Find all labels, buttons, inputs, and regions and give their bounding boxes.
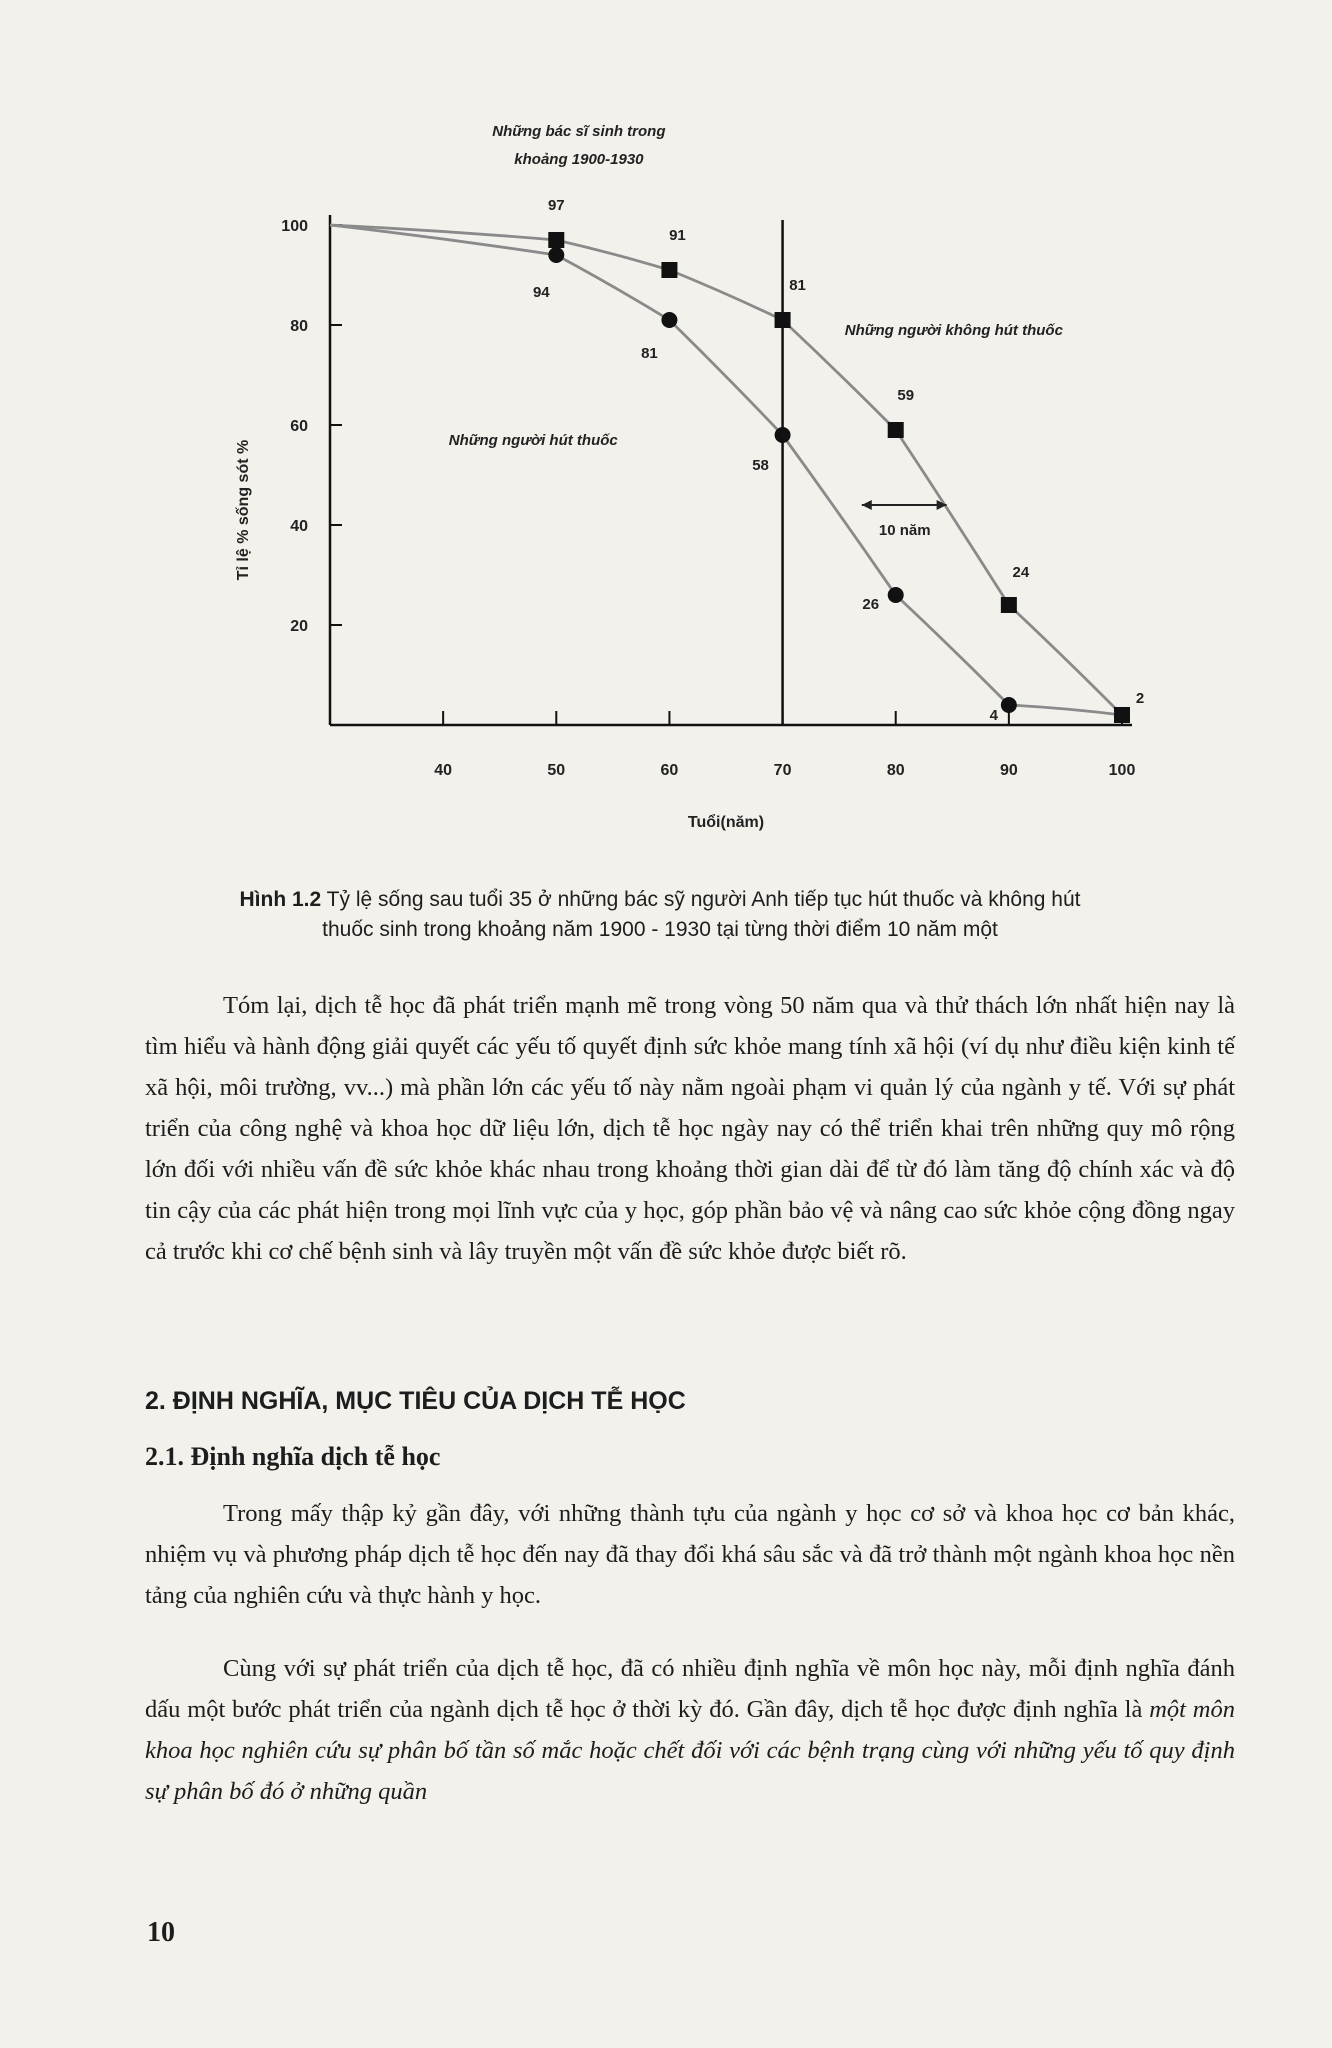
subsection-heading: 2.1. Định nghĩa dịch tễ học <box>145 1442 441 1471</box>
smoker-label-80: 26 <box>862 596 880 613</box>
x-tick-label-70: 70 <box>773 762 792 779</box>
nonsmoker-point-70 <box>775 312 791 328</box>
x-tick-label-80: 80 <box>886 762 905 779</box>
x-tick-label-60: 60 <box>660 762 679 779</box>
paragraph-definition <box>145 1648 1235 1812</box>
chart-note-line1: Những bác sĩ sinh trong <box>492 123 666 140</box>
smoker-point-70 <box>775 427 791 443</box>
gap-label: 10 năm <box>878 522 931 539</box>
series-line-smokers <box>330 225 1122 715</box>
paragraph-definition-intro: Trong mấy thập kỷ gần đây, với những thành tựu của ngành y học cơ sở và khoa học cơ bản khác, nhiệm vụ và phương pháp dịch tễ học đến nay đã thay đổi khá sâu sắc và đã trở thành một ngành khoa học nền tảng của nghiên cứu và thực hành y học. <box>145 1500 1235 1609</box>
smoker-point-80 <box>888 587 904 603</box>
y-tick-label-60: 60 <box>290 418 308 435</box>
nonsmoker-point-50 <box>548 232 564 248</box>
nonsmoker-point-90 <box>1001 597 1017 613</box>
y-tick-label-80: 80 <box>290 318 308 335</box>
caption-label: Hình 1.2 <box>239 888 322 911</box>
nonsmoker-label-50: 97 <box>547 197 565 214</box>
x-axis-title: Tuổi(năm) <box>687 814 765 831</box>
nonsmoker-label-80: 59 <box>897 387 915 404</box>
x-tick-label-90: 90 <box>999 762 1018 779</box>
figure-caption <box>180 885 1140 945</box>
chart-note-line2: khoảng 1900-1930 <box>514 151 644 168</box>
caption-text-line1: Tỷ lệ sống sau tuổi 35 ở những bác sỹ người Anh tiếp tục hút thuốc và không hút <box>326 888 1081 911</box>
nonsmoker-label-70: 81 <box>789 277 806 294</box>
series-name-nonsmokers: Những người không hút thuốc <box>844 322 1063 339</box>
paragraph-definition-text: Cùng với sự phát triển của dịch tễ học, đã có nhiều định nghĩa về môn học này, mỗi định nghĩa đánh dấu một bước phát triển của ngành dịch tễ học ở thời kỳ đó. Gần đây, dịch tễ học được định nghĩa là <box>145 1655 1235 1723</box>
survival-chart <box>200 100 1160 840</box>
page-number: 10 <box>147 1917 175 1948</box>
smoker-label-60: 81 <box>641 345 658 362</box>
nonsmoker-label-90: 24 <box>1012 564 1030 581</box>
nonsmoker-point-60 <box>661 262 677 278</box>
y-tick-label-40: 40 <box>290 518 308 535</box>
nonsmoker-label-100: 2 <box>1135 690 1145 707</box>
smoker-point-50 <box>548 247 564 263</box>
y-axis-title: Tỉ lệ % sống sót % <box>235 439 252 581</box>
x-tick-label-100: 100 <box>1108 762 1136 779</box>
x-tick-label-50: 50 <box>547 762 566 779</box>
x-tick-label-40: 40 <box>434 762 453 779</box>
smoker-label-50: 94 <box>532 284 550 301</box>
series-line-nonsmokers <box>330 225 1122 715</box>
smoker-point-100 <box>1114 707 1130 723</box>
caption-text-line2: thuốc sinh trong khoảng năm 1900 - 1930 tại từng thời điểm 10 năm một <box>322 918 998 941</box>
smoker-point-60 <box>661 312 677 328</box>
smoker-point-90 <box>1001 697 1017 713</box>
nonsmoker-point-80 <box>888 422 904 438</box>
section-heading: 2. ĐỊNH NGHĨA, MỤC TIÊU CỦA DỊCH TỄ HỌC <box>145 1387 686 1415</box>
paragraph-summary: Tóm lại, dịch tễ học đã phát triển mạnh mẽ trong vòng 50 năm qua và thử thách lớn nhất hiện nay là tìm hiểu và hành động giải quyết các yếu tố quyết định sức khỏe mang tính xã hội (ví dụ như điều kiện kinh tế xã hội, môi trường, vv...) mà phần lớn các yếu tố này nằm ngoài phạm vi quản lý của ngành y tế. Với sự phát triển của công nghệ và khoa học dữ liệu lớn, dịch tễ học ngày nay có thể triển khai trên những quy mô rộng lớn đối với nhiều vấn đề sức khỏe khác nhau trong khoảng thời gian dài để từ đó làm tăng độ chính xác và độ tin cậy của các phát hiện trong mọi lĩnh vực của y học, góp phần bảo vệ và nâng cao sức khỏe cộng đồng ngay cả trước khi cơ chế bệnh sinh và lây truyền một vấn đề sức khỏe được biết rõ. <box>145 992 1235 1265</box>
y-tick-label-100: 100 <box>281 218 308 235</box>
smoker-label-70: 58 <box>752 457 769 474</box>
nonsmoker-label-60: 91 <box>669 227 686 244</box>
paragraph-definition-italic: một môn khoa học nghiên cứu sự phân bố tần số mắc hoặc chết đối với các bệnh trạng cùng với những yếu tố quy định sự phân bố đó ở những quần <box>145 1696 1235 1805</box>
gap-arrow-left-head <box>862 500 872 510</box>
smoker-label-90: 4 <box>989 707 999 724</box>
series-name-smokers: Những người hút thuốc <box>448 432 618 449</box>
y-tick-label-20: 20 <box>290 618 308 635</box>
